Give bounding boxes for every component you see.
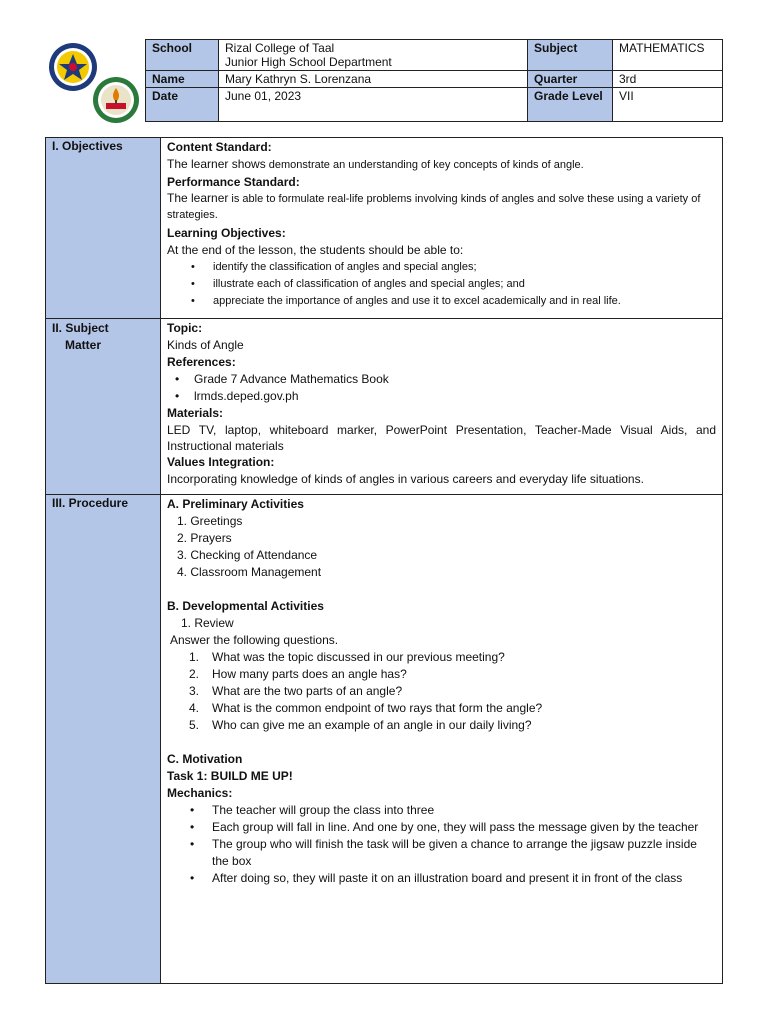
task-title: Task 1: BUILD ME UP! bbox=[167, 769, 293, 783]
lesson-header-table bbox=[45, 39, 723, 122]
objective-item: • illustrate each of classification of angles and special angles; and bbox=[167, 276, 716, 293]
content-standard-lead: The learner shows bbox=[167, 157, 266, 171]
learning-objectives-list bbox=[167, 259, 716, 310]
review-question bbox=[167, 649, 716, 666]
name-value: Mary Kathryn S. Lorenzana bbox=[219, 71, 528, 88]
preliminary-item: 2. Prayers bbox=[177, 531, 232, 545]
objective-item: • appreciate the importance of angles and use it to excel academically and in real life. bbox=[167, 293, 716, 310]
performance-standard-text bbox=[167, 191, 716, 223]
review-question bbox=[167, 683, 716, 700]
content-standard-text bbox=[167, 156, 716, 174]
question-number: 5. bbox=[189, 718, 200, 732]
mechanics-list bbox=[167, 802, 716, 887]
developmental-activities-title: B. Developmental Activities bbox=[167, 599, 324, 613]
school-label: School bbox=[146, 40, 219, 71]
objectives-content bbox=[161, 138, 723, 319]
school-value bbox=[219, 40, 528, 71]
performance-standard-lead: The learner bbox=[167, 191, 229, 205]
subject-matter-label-line2: Matter bbox=[65, 338, 102, 352]
school-department: Junior High School Department bbox=[225, 55, 392, 69]
question-text: How many parts does an angle has? bbox=[212, 667, 407, 681]
question-text: What was the topic discussed in our previous meeting? bbox=[212, 650, 505, 664]
review-question bbox=[167, 666, 716, 683]
school-name: Rizal College of Taal bbox=[225, 41, 335, 55]
question-number: 1. bbox=[189, 650, 200, 664]
question-text: What are the two parts of an angle? bbox=[212, 684, 403, 698]
question-number: 2. bbox=[189, 667, 200, 681]
question-text: Who can give me an example of an angle in our daily living? bbox=[212, 718, 532, 732]
performance-standard-title: Performance Standard: bbox=[167, 175, 300, 189]
quarter-value: 3rd bbox=[613, 71, 723, 88]
quarter-label: Quarter bbox=[528, 71, 613, 88]
preliminary-item: 3. Checking of Attendance bbox=[177, 548, 318, 562]
subject-matter-section-label bbox=[46, 319, 161, 495]
question-number: 4. bbox=[189, 701, 200, 715]
preliminary-item: 1. Greetings bbox=[177, 514, 243, 528]
logo-cell bbox=[45, 40, 146, 122]
topic-value: Kinds of Angle bbox=[167, 338, 244, 352]
question-text: What is the common endpoint of two rays that form the angle? bbox=[212, 701, 543, 715]
references-title: References: bbox=[167, 355, 236, 369]
learning-objectives-title: Learning Objectives: bbox=[167, 226, 286, 240]
materials-title: Materials: bbox=[167, 406, 224, 420]
procedure-content bbox=[161, 495, 723, 984]
mechanics-item: • The group who will finish the task will be given a chance to arrange the jigsaw puzzle inside the box bbox=[167, 836, 716, 870]
mechanics-item: • After doing so, they will paste it on an illustration board and present it in front of the class bbox=[167, 870, 716, 887]
date-value: June 01, 2023 bbox=[219, 88, 528, 122]
subject-label: Subject bbox=[528, 40, 613, 71]
preliminary-activities-list bbox=[167, 513, 716, 581]
motivation-title: C. Motivation bbox=[167, 752, 243, 766]
objective-item: • identify the classification of angles and special angles; bbox=[167, 259, 716, 276]
grade-level-label: Grade Level bbox=[528, 88, 613, 122]
objectives-section-label: I. Objectives bbox=[46, 138, 161, 319]
subject-matter-label-line1: II. Subject bbox=[52, 321, 109, 335]
subject-matter-content bbox=[161, 319, 723, 495]
performance-standard-rest: is able to formulate real-life problems involving kinds of angles and solve these using a variety of strategies. bbox=[167, 193, 701, 221]
reference-item: • Grade 7 Advance Mathematics Book bbox=[167, 371, 716, 388]
topic-title: Topic: bbox=[167, 321, 203, 335]
mechanics-item: • Each group will fall in line. And one by one, they will pass the message given by the teacher bbox=[167, 819, 716, 836]
reference-item: • lrmds.deped.gov.ph bbox=[167, 388, 716, 405]
subject-value: MATHEMATICS bbox=[613, 40, 723, 71]
grade-level-value: VII bbox=[613, 88, 723, 122]
values-integration-value: Incorporating knowledge of kinds of angles in various careers and everyday life situations. bbox=[167, 472, 644, 486]
review-label: 1. Review bbox=[181, 616, 234, 630]
references-list bbox=[167, 371, 716, 405]
review-intro: Answer the following questions. bbox=[170, 633, 339, 647]
name-label: Name bbox=[146, 71, 219, 88]
review-question bbox=[167, 700, 716, 717]
procedure-section-label: III. Procedure bbox=[46, 495, 161, 984]
question-number: 3. bbox=[189, 684, 200, 698]
content-standard-title: Content Standard: bbox=[167, 140, 272, 154]
date-label: Date bbox=[146, 88, 219, 122]
mechanics-item: • The teacher will group the class into three bbox=[167, 802, 716, 819]
materials-value: LED TV, laptop, whiteboard marker, PowerPoint Presentation, Teacher-Made Visual Aids, and Instructional materials bbox=[167, 423, 716, 453]
content-standard-rest: demonstrate an understanding of key concepts of kinds of angle. bbox=[265, 159, 584, 171]
review-questions-list bbox=[167, 649, 716, 734]
preliminary-activities-title: A. Preliminary Activities bbox=[167, 497, 304, 511]
learning-objectives-intro: At the end of the lesson, the students should be able to: bbox=[167, 243, 464, 257]
review-question bbox=[167, 717, 716, 734]
values-integration-title: Values Integration: bbox=[167, 455, 275, 469]
preliminary-item: 4. Classroom Management bbox=[177, 565, 322, 579]
mechanics-title: Mechanics: bbox=[167, 786, 233, 800]
lesson-plan-table bbox=[45, 137, 723, 984]
